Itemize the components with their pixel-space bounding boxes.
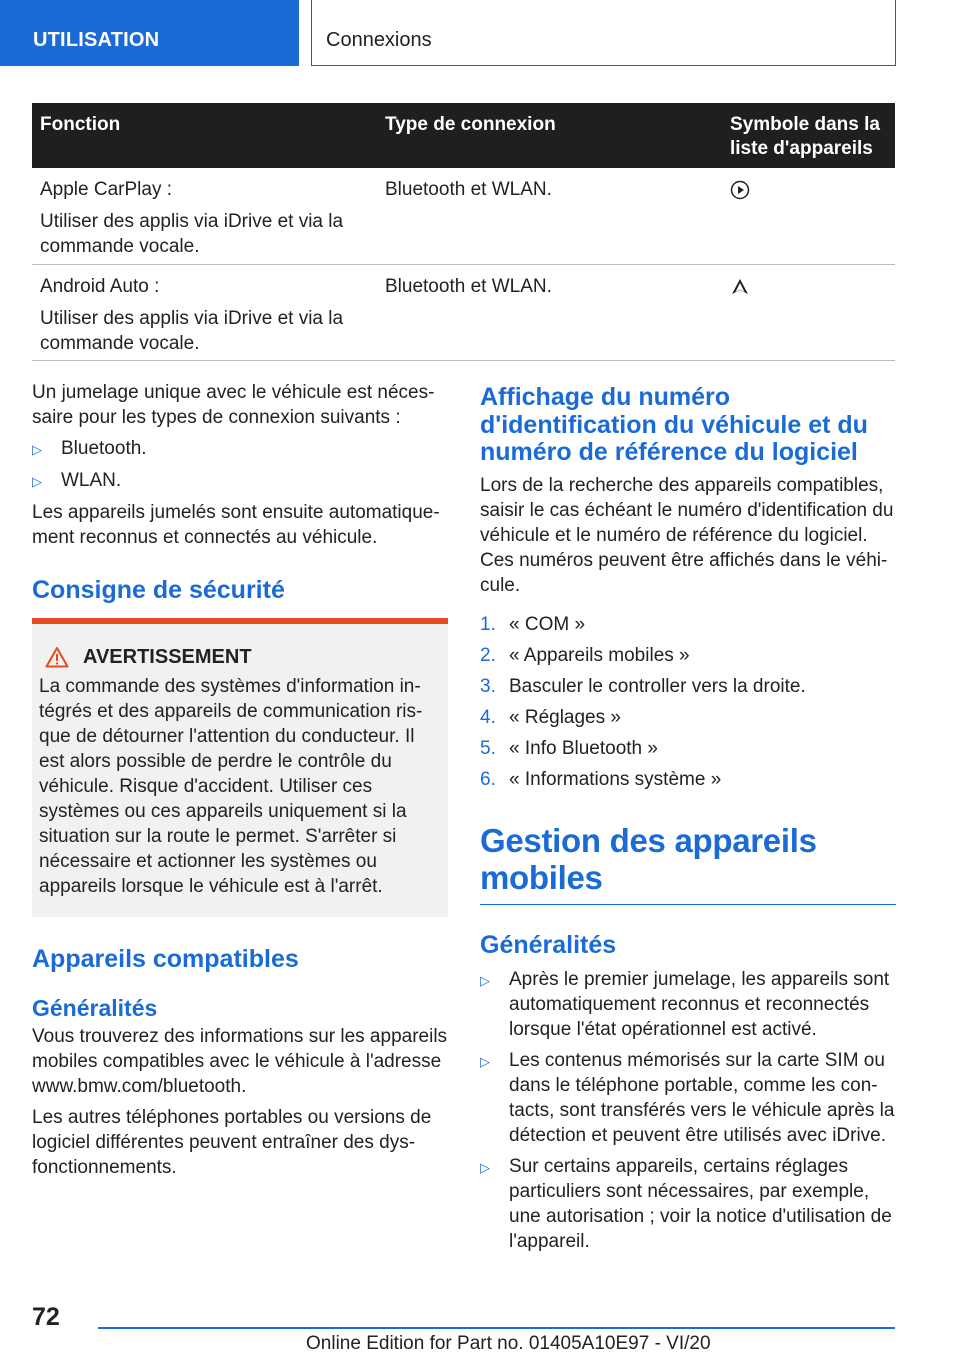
step-number: 3. xyxy=(480,675,496,697)
left-column xyxy=(32,380,448,1186)
list-item xyxy=(480,967,896,1042)
connection-table xyxy=(32,103,895,361)
compatible-info: Vous trouverez des informations sur les appareils mobiles compatibles avec le véhicule à l'adresse www.bmw.com/bluetooth. xyxy=(32,1026,448,1097)
compatible-warning: Les autres téléphones portables ou versions de logiciel différentes peuvent entraîner des dysfonctionnements. xyxy=(32,1107,432,1178)
step-text: « COM » xyxy=(509,613,586,635)
header-symbol: Symbole dans la liste d'appareils xyxy=(730,114,880,159)
footer-rule xyxy=(98,1327,895,1329)
right-column xyxy=(480,384,896,1260)
warning-title: AVERTISSEMENT xyxy=(83,646,252,668)
list-item-text: WLAN. xyxy=(61,470,122,491)
list-item-text: Bluetooth. xyxy=(61,438,147,459)
manage-devices-heading: Gestion des appareils mobiles xyxy=(480,821,817,896)
warning-box xyxy=(32,618,448,917)
step-number: 5. xyxy=(480,737,496,759)
triangle-bullet-icon: ▷ xyxy=(480,973,490,988)
table-row xyxy=(32,168,895,265)
list-item-text: Après le premier jumelage, les appareils sont automatiquement reconnus et reconnectés lorsque l'état opérationnel est activé. xyxy=(509,969,890,1040)
step-number: 6. xyxy=(480,768,496,790)
edition-footer: Online Edition for Part no. 01405A10E97 - VI/20 xyxy=(306,1333,711,1354)
step-number: 1. xyxy=(480,613,496,635)
cell-type: Bluetooth et WLAN. xyxy=(385,179,552,200)
cell-symbol xyxy=(722,274,895,352)
compatible-devices-heading: Appareils compatibles xyxy=(32,945,299,973)
list-item xyxy=(32,436,448,462)
vin-heading: Affichage du numéro d'identification du véhicule et du numéro de référence du logiciel xyxy=(480,383,868,466)
step-number: 2. xyxy=(480,644,496,666)
table-row xyxy=(32,265,895,361)
chapter-tab xyxy=(311,0,896,66)
step-item xyxy=(480,674,896,699)
chapter-title: Connexions xyxy=(326,29,432,51)
list-item-text: Les contenus mémorisés sur la carte SIM ou dans le téléphone portable, comme les contacts, sont transférés vers le véhicule après la détection et peuvent être utilisés avec iDrive. xyxy=(509,1050,895,1146)
step-text: Basculer le controller vers la droite. xyxy=(509,675,806,697)
step-item xyxy=(480,612,896,637)
step-item xyxy=(480,736,896,761)
triangle-bullet-icon: ▷ xyxy=(480,1054,490,1069)
table-header xyxy=(32,103,895,168)
section-title: UTILISATION xyxy=(33,29,160,51)
header-function: Fonction xyxy=(40,114,121,135)
list-item xyxy=(32,468,448,494)
function-name: Android Auto : xyxy=(40,276,160,297)
section-tab xyxy=(0,0,299,66)
step-text: « Info Bluetooth » xyxy=(509,737,658,759)
heading-rule xyxy=(480,904,896,906)
carplay-icon xyxy=(730,180,750,207)
general-heading: Généralités xyxy=(480,931,617,959)
function-desc: Utiliser des applis via iDrive et via la commande vocale. xyxy=(40,211,344,257)
pairing-after: Les appareils jumelés sont ensuite automatiquement reconnus et connectés au véhicule. xyxy=(32,502,440,548)
step-text: « Réglages » xyxy=(509,706,621,728)
step-item xyxy=(480,767,896,792)
step-item xyxy=(480,643,896,668)
warning-text: La commande des systèmes d'information intégrés et des appareils de communication risque de détourner l'attention du conducteur. Il est alors possible de perdre le contrôle du véhicule. Risque d'accident. Utiliser ces systèmes ou ces appareils uniquement si la situation sur la route le permet. S'arrêter si nécessaire et actionner les systèmes ou appareils lorsque le véhicule est à l'arrêt. xyxy=(39,676,423,897)
triangle-bullet-icon: ▷ xyxy=(32,474,42,489)
pairing-intro: Un jumelage unique avec le véhicule est nécessaire pour les types de connexion suivants : xyxy=(32,382,435,428)
cell-function xyxy=(32,274,377,352)
triangle-bullet-icon: ▷ xyxy=(480,1160,490,1175)
list-item xyxy=(480,1154,896,1254)
vin-paragraph: Lors de la recherche des appareils compatibles, saisir le cas échéant le numéro d'identification du véhicule et le numéro de référence du logiciel. Ces numéros peuvent être affichés dans le véhicule. xyxy=(480,474,894,596)
function-name: Apple CarPlay : xyxy=(40,179,173,200)
warning-title-row xyxy=(39,644,438,670)
list-item xyxy=(480,1048,896,1148)
warning-triangle-icon xyxy=(45,646,69,668)
step-text: « Informations système » xyxy=(509,768,722,790)
step-item xyxy=(480,705,896,730)
cell-symbol xyxy=(722,177,895,256)
step-number: 4. xyxy=(480,706,496,728)
safety-heading: Consigne de sécurité xyxy=(32,576,285,604)
cell-function xyxy=(32,177,377,256)
page-number: 72 xyxy=(32,1303,60,1331)
list-item-text: Sur certains appareils, certains réglages particuliers sont nécessaires, par exemple, une autorisation ; voir la notice d'utilisation de l'appareil. xyxy=(509,1156,892,1252)
compatible-general-heading: Généralités xyxy=(32,995,158,1021)
function-desc: Utiliser des applis via iDrive et via la commande vocale. xyxy=(40,308,344,354)
android-auto-icon xyxy=(730,277,750,304)
step-text: « Appareils mobiles » xyxy=(509,644,690,666)
header-connection-type: Type de connexion xyxy=(385,114,556,135)
cell-type: Bluetooth et WLAN. xyxy=(385,276,552,297)
triangle-bullet-icon: ▷ xyxy=(32,442,42,457)
